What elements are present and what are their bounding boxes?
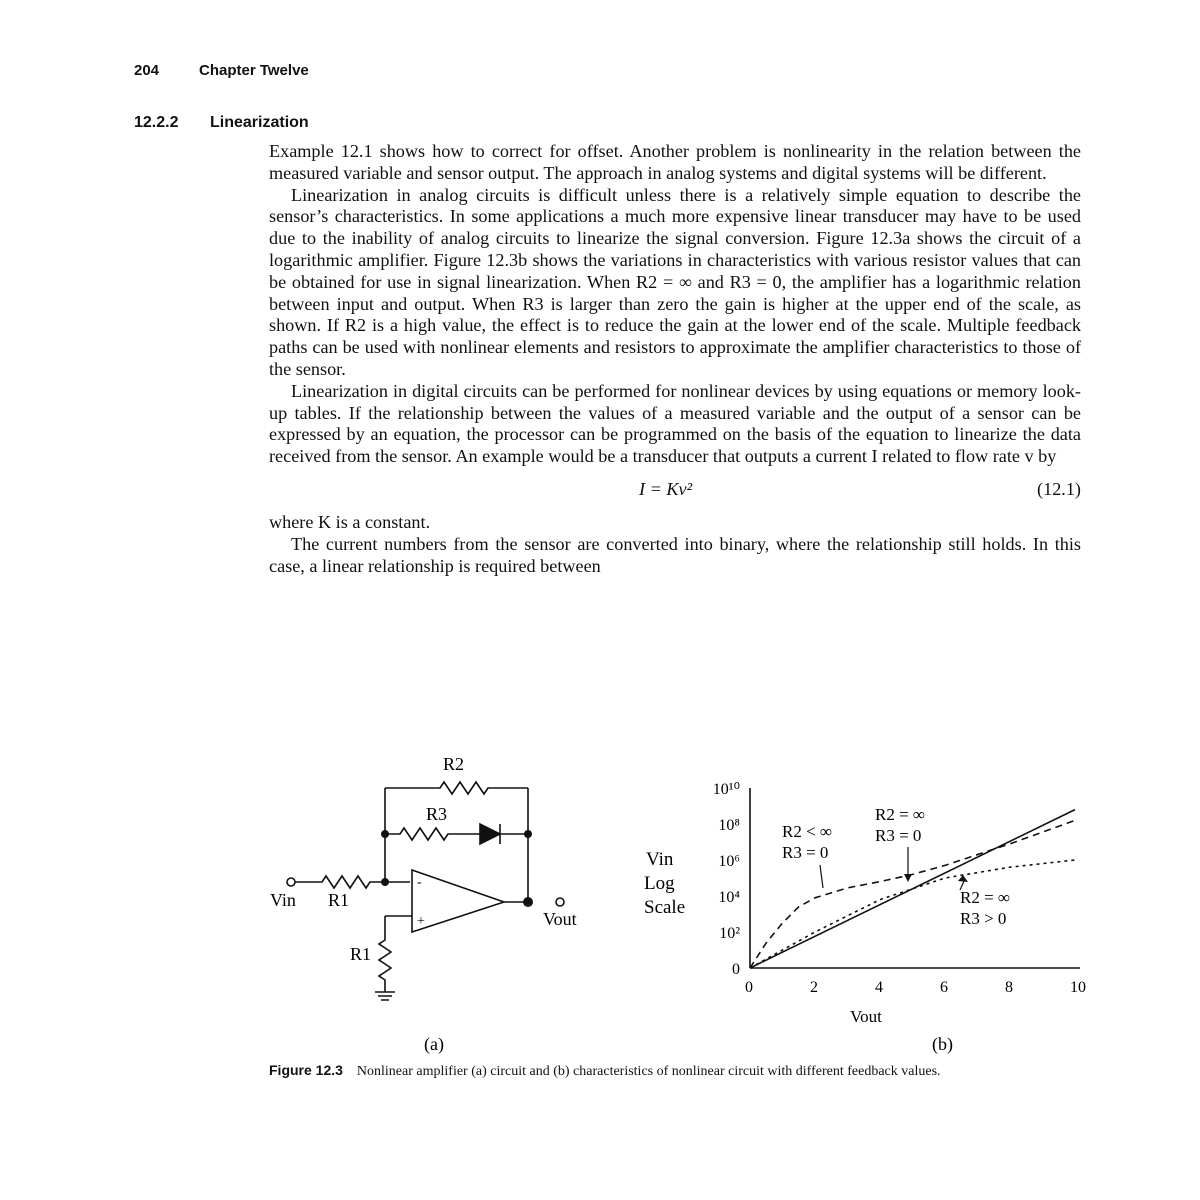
output-terminal [556,898,564,906]
r2-resistor [385,782,528,794]
y-axis-label-line: Scale [644,897,686,918]
r1-in-label: R1 [328,890,350,910]
annotation-r3-zero-b: R3 = 0 [875,826,922,845]
arrow-3-head [958,875,968,882]
paragraph: The current numbers from the sensor are converted into binary, where the relationship still holds. In this case, a linear relationship is required between [269,533,1081,576]
annotation-r3-gt-zero: R3 > 0 [960,909,1007,928]
x-tick-label: 2 [810,979,818,996]
diode-icon [480,824,500,844]
x-tick-label: 0 [745,979,753,996]
minus-sign: - [417,875,422,890]
r1-gnd-label: R1 [350,944,372,964]
caption-text: Nonlinear amplifier (a) circuit and (b) characteristics of nonlinear circuit with different feedback values. [356,1064,941,1079]
figure-caption [269,1062,1081,1080]
x-tick-label: 4 [875,979,883,996]
x-tick-label: 8 [1005,979,1013,996]
op-amp [412,870,504,932]
x-tick-label: 10 [1070,979,1086,996]
panel-b-label: (b) [932,1034,953,1054]
chart [644,781,1086,1055]
r1-ground-resistor [379,916,391,992]
annotation-r2-lt-inf: R2 < ∞ [782,822,833,841]
y-tick-label: 0 [732,961,740,978]
r3-resistor [385,828,472,840]
arrow-1 [820,865,823,888]
annotation-r2-inf-c: R2 = ∞ [960,888,1011,907]
panel-a-label: (a) [424,1034,444,1054]
body-text [269,141,1081,577]
vout-label: Vout [543,909,577,929]
equation: I = Kv² [639,478,693,499]
section-title: Linearization [210,114,309,131]
ground-icon [375,992,395,1000]
equation-number: (12.1) [1037,478,1081,499]
figure [260,740,1100,1070]
paragraph: Linearization in digital circuits can be performed for nonlinear devices by using equations or memory look-up tables. If the relationship between the values of a measured variable and the output of a sensor can be expressed by an equation, the processor can be programmed on the basis of the equation to linearize the data received from the sensor. An example would be a transducer that outputs a current I related to flow rate v by [269,380,1081,467]
annotation-r2-inf: R2 = ∞ [875,805,926,824]
figure-svg [260,740,1100,1070]
running-header [134,62,309,79]
paragraph: Example 12.1 shows how to correct for offset. Another problem is nonlinearity in the relation between the measured variable and sensor output. The approach in analog systems and digital systems will be different. [269,141,1081,183]
section-number: 12.2.2 [134,114,179,131]
r1-input-resistor [293,876,410,888]
y-tick-label: 10⁸ [718,817,740,834]
chapter-title: Chapter Twelve [199,62,309,79]
x-tick-label: 6 [940,979,948,996]
y-axis-label-line: Vin [646,849,674,870]
page-number: 204 [134,62,160,79]
r2-label: R2 [443,754,465,774]
y-tick-label: 10¹⁰ [712,781,740,798]
series-line-3 [750,860,1075,968]
y-axis-label [644,849,685,918]
vin-label: Vin [270,890,296,910]
x-axis-title: Vout [850,1007,882,1026]
annotation-r3-zero-a: R3 = 0 [782,843,829,862]
y-axis-label-line: Log [644,873,675,894]
input-terminal [287,878,295,886]
caption-label: Figure 12.3 [269,1062,343,1078]
arrow-2-head [904,874,912,882]
y-tick-label: 10⁴ [718,889,740,906]
r3-label: R3 [426,804,448,824]
equation-block [269,468,1081,512]
y-tick-label: 10² [719,925,740,942]
paragraph: Linearization in analog circuits is difficult unless there is a relatively simple equation to describe the sensor’s characteristics. In some applications a much more expensive linear transducer may have to be used due to the inability of analog circuits to linearize the signal conversion. Figure 12.3a shows the circuit of a logarithmic amplifier. Figure 12.3b shows the variations in characteristics with various resistor values that can be obtained for use in signal linearization. When R2 = ∞ and R3 = 0, the amplifier has a logarithmic relation between input and output. When R3 is larger than zero the gain is higher at the upper end of the scale, as shown. If R2 is a high value, the effect is to reduce the gain at the lower end of the scale. Multiple feedback paths can be used with nonlinear elements and resistors to approximate the amplifier characteristics to those of the sensor. [269,184,1081,379]
paragraph: where K is a constant. [269,511,431,532]
plus-sign: + [417,914,425,929]
section-heading [134,114,309,132]
y-tick-label: 10⁶ [718,853,740,870]
